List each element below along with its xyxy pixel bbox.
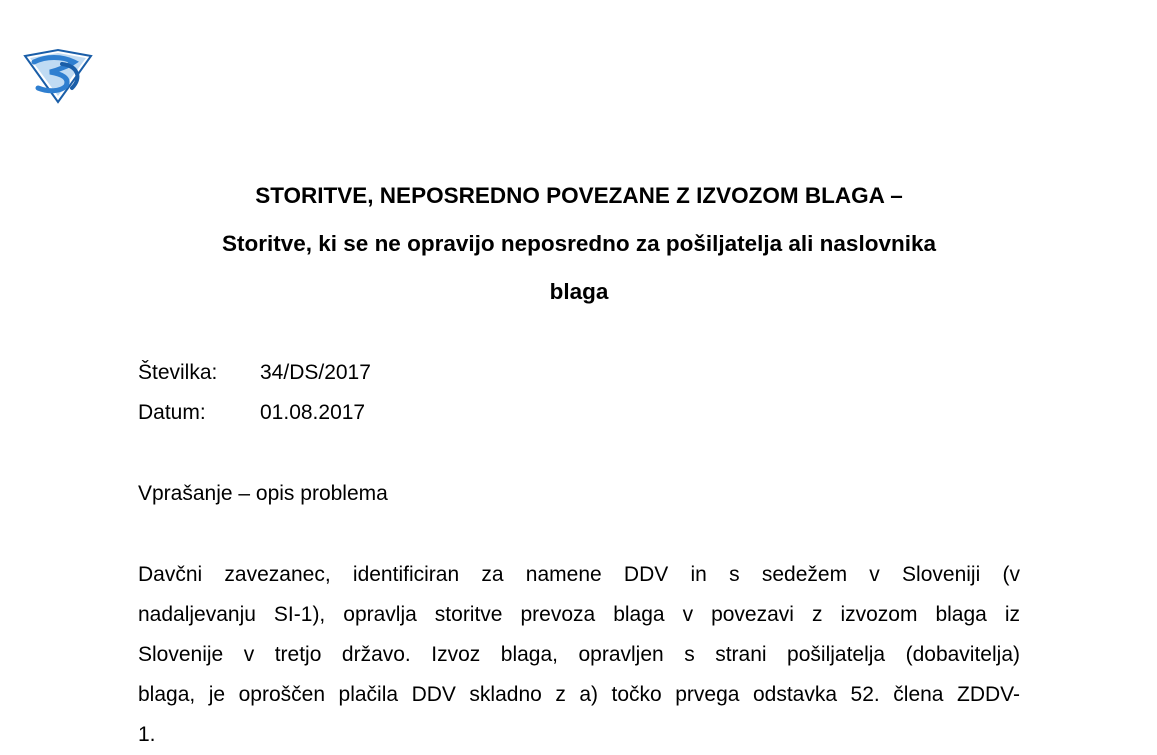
paragraph-line: 1. [138, 723, 156, 746]
paragraph-line: nadaljevanju SI-1), opravlja storitve prevoza blaga v povezavi z izvozom blaga iz [138, 603, 1020, 626]
document-title [130, 172, 1028, 316]
document-number-label: Številka: [138, 361, 218, 384]
title-line-1: STORITVE, NEPOSREDNO POVEZANE Z IZVOZOM BLAGA – [255, 183, 903, 208]
sd-logo [22, 48, 94, 104]
title-line-3: blaga [549, 279, 609, 304]
paragraph-line: blaga, je oproščen plačila DDV skladno z a) točko prvega odstavka 52. člena ZDDV- [138, 683, 1020, 706]
document-date-label: Datum: [138, 401, 206, 424]
paragraph-line: Slovenije v tretjo državo. Izvoz blaga, opravljen s strani pošiljatelja (dobavitelja) [138, 643, 1020, 666]
problem-description-paragraph [138, 555, 1020, 755]
title-line-2: Storitve, ki se ne opravijo neposredno za pošiljatelja ali naslovnika [222, 231, 936, 256]
document-number-value: 34/DS/2017 [260, 361, 371, 384]
document-date-row [138, 393, 365, 433]
section-heading: Vprašanje – opis problema [138, 482, 388, 505]
document-number-row [138, 353, 371, 393]
paragraph-line: Davčni zavezanec, identificiran za namene DDV in s sedežem v Sloveniji (v [138, 563, 1020, 586]
document-date-value: 01.08.2017 [260, 401, 366, 424]
